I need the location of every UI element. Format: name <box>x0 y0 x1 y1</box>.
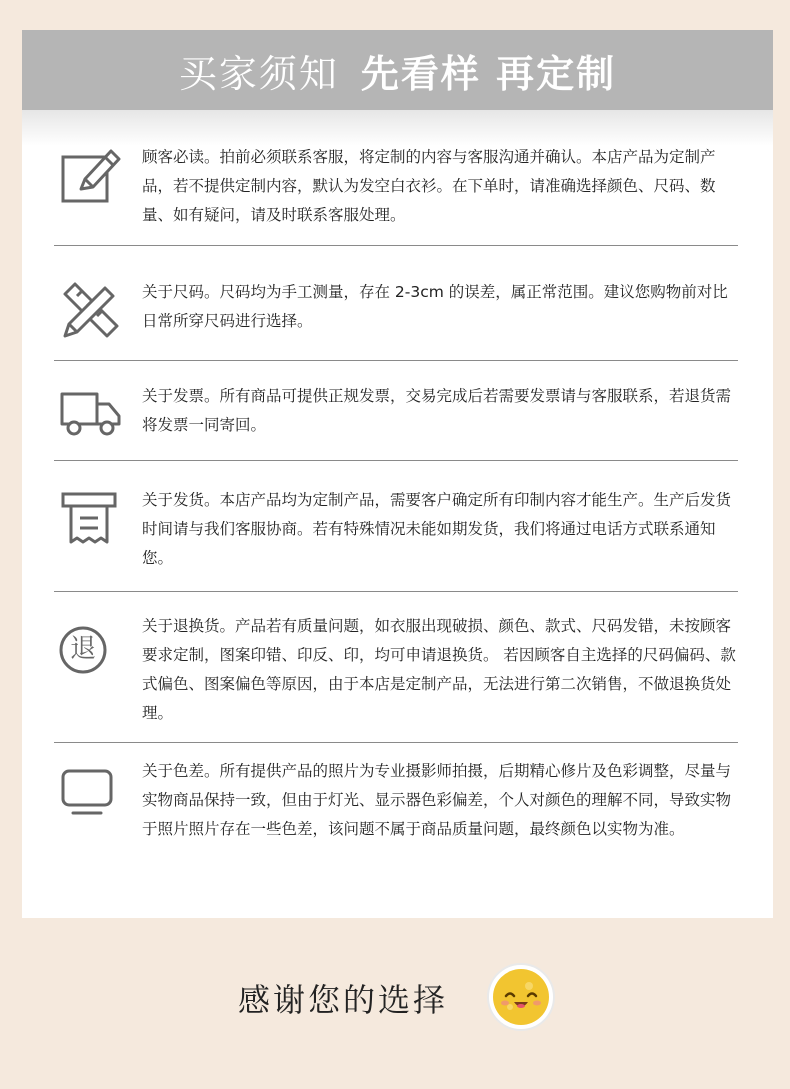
notice-text: 顾客必读。拍前必须联系客服，将定制的内容与客服沟通并确认。本店产品为定制产品，若不提供定制内容，默认为发空白衣衫。在下单时，请准确选择颜色、尺码、数量、如有疑问，请及时联系客服处理。 <box>142 148 716 224</box>
smiley-face-icon <box>486 962 556 1032</box>
return-icon-char: 退 <box>69 634 96 664</box>
notice-text: 关于退换货。产品若有质量问题，如衣服出现破损、颜色、款式、尺码发错，未按顾客要求定制，图案印错、印反、印，均可申请退换货。 若因顾客自主选择的尺码偏码、款式偏色、图案偏色等原因，由于本店是定制产品，无法进行第二次销售，不做退换货处理。 <box>142 617 736 722</box>
pencil-ruler-icon <box>59 278 123 342</box>
divider <box>54 245 738 246</box>
notice-text: 关于尺码。尺码均为手工测量，存在 2-3cm 的误差，属正常范围。建议您购物前对比日常所穿尺码进行选择。 <box>142 283 728 330</box>
banner-title-bold: 先看样 再定制 <box>360 51 617 96</box>
banner-shadow <box>22 110 773 146</box>
monitor-icon <box>59 765 123 829</box>
thanks-message: 感谢您的选择 <box>238 981 449 1019</box>
divider <box>54 591 738 592</box>
notice-text: 关于色差。所有提供产品的照片为专业摄影师拍摄，后期精心修片及色彩调整，尽量与实物商品保持一致，但由于灯光、显示器色彩偏差，个人对颜色的理解不同，导致实物于照片照片存在一些色差，该问题不属于商品质量问题，最终颜色以实物为准。 <box>142 762 732 838</box>
truck-icon <box>59 382 123 446</box>
receipt-printer-icon <box>59 486 123 550</box>
notice-text: 关于发货。本店产品均为定制产品，需要客户确定所有印制内容才能生产。生产后发货时间请与我们客服协商。若有特殊情况未能如期发货，我们将通过电话方式联系通知您。 <box>142 491 732 567</box>
notice-text: 关于发票。所有商品可提供正规发票，交易完成后若需要发票请与客服联系，若退货需将发票一同寄回。 <box>142 387 732 434</box>
divider <box>54 360 738 361</box>
divider <box>54 742 738 743</box>
notice-panel <box>22 30 773 918</box>
banner-title-light: 买家须知 <box>178 51 339 96</box>
pencil-edit-icon <box>59 143 123 207</box>
divider <box>54 460 738 461</box>
header-banner <box>22 30 773 110</box>
return-icon <box>59 618 123 682</box>
